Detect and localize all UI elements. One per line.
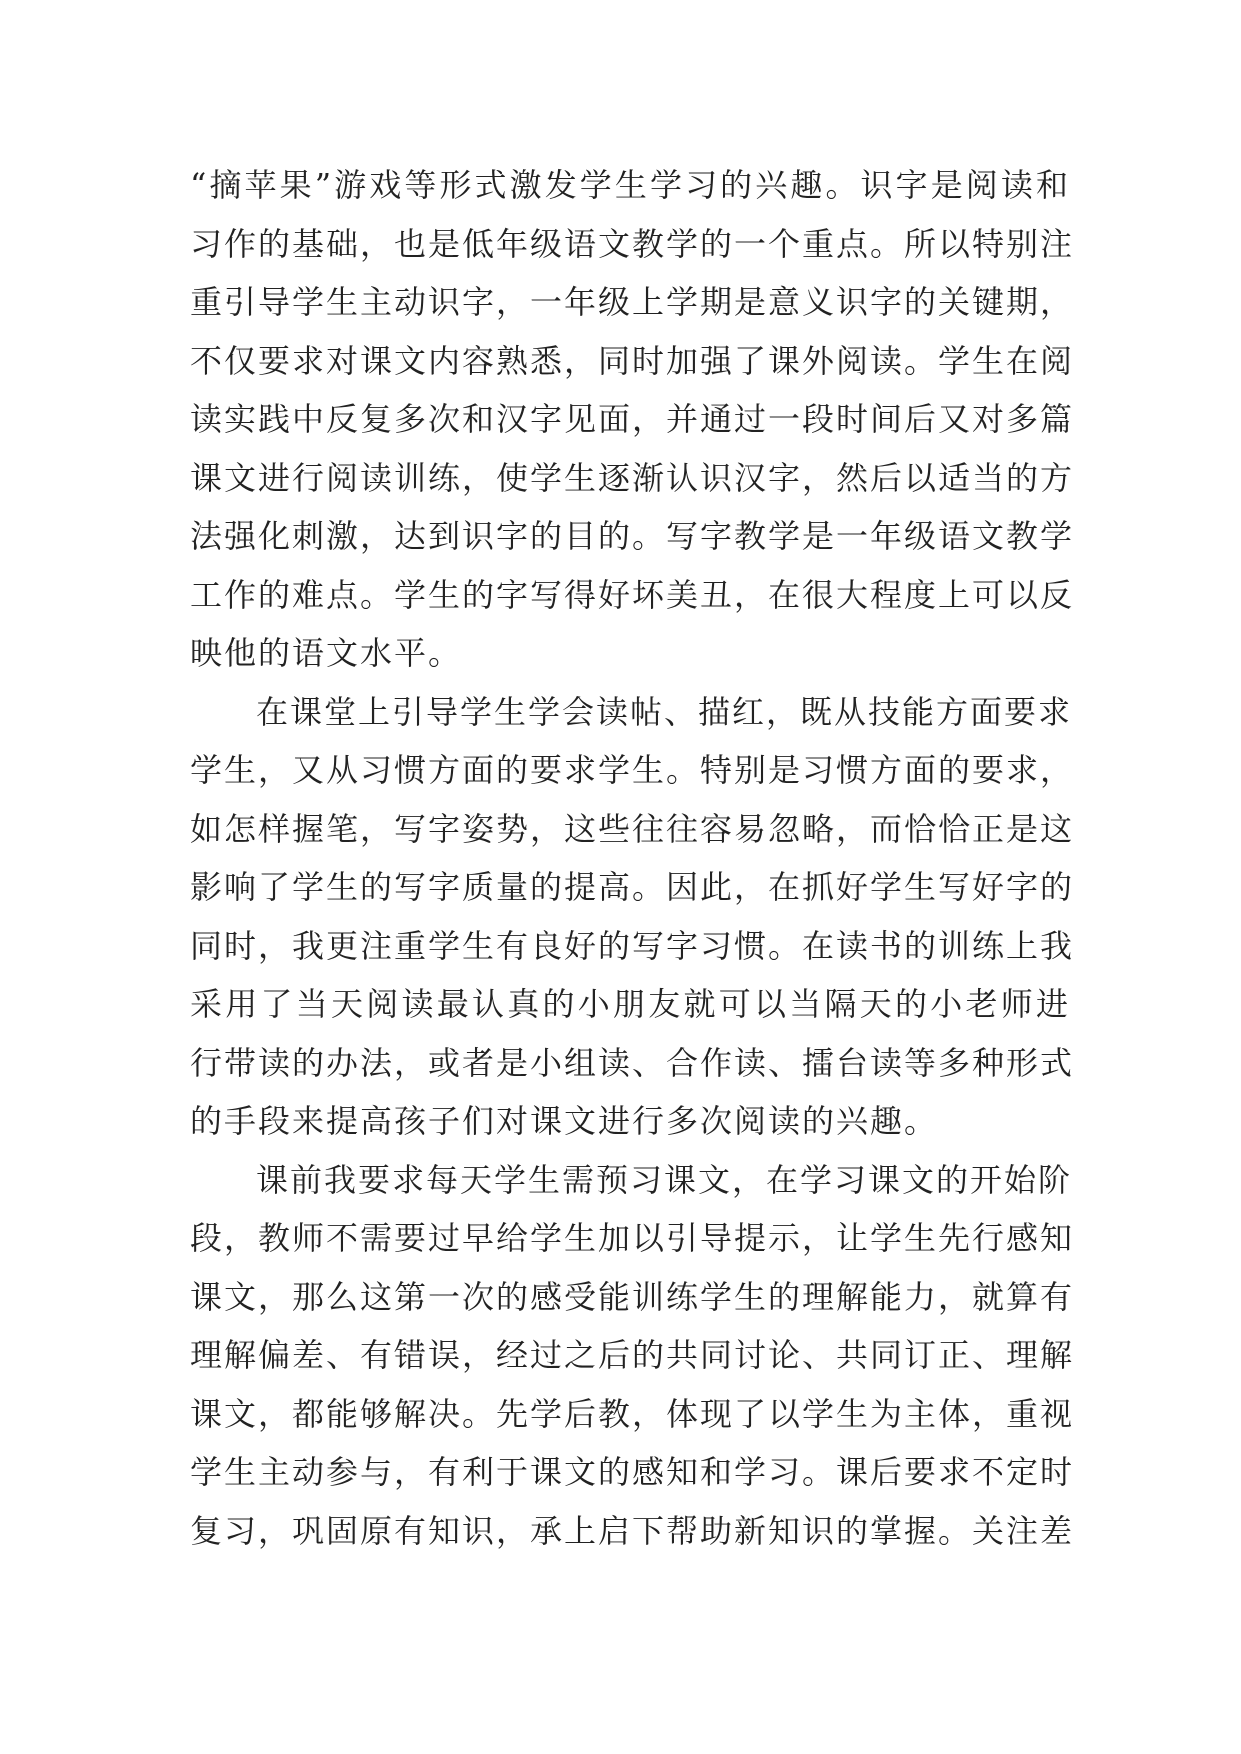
text-line: 法强化刺激，达到识字的目的。写字教学是一年级语文教学 bbox=[190, 517, 1075, 555]
text-line: 习作的基础，也是低年级语文教学的一个重点。所以特别注 bbox=[190, 224, 1075, 263]
text-line: 影响了学生的写字质量的提高。因此，在抓好学生写好字的 bbox=[190, 868, 1075, 906]
paragraph-3 bbox=[190, 1151, 1075, 1561]
text-line: 采用了当天阅读最认真的小朋友就可以当隔天的小老师进 bbox=[190, 985, 1070, 1023]
text-line: 的手段来提高孩子们对课文进行多次阅读的兴趣。 bbox=[190, 1102, 939, 1140]
text-line: 重引导学生主动识字，一年级上学期是意义识字的关键期， bbox=[190, 283, 1075, 321]
text-line: 同时，我更注重学生有良好的写字习惯。在读书的训练上我 bbox=[190, 926, 1075, 965]
text-line: 行带读的办法，或者是小组读、合作读、擂台读等多种形式 bbox=[190, 1043, 1075, 1082]
text-line: 课文，那么这第一次的感受能训练学生的理解能力，就算有 bbox=[190, 1277, 1075, 1316]
text-line: “摘苹果”游戏等形式激发学生学习的兴趣。识字是阅读和 bbox=[190, 166, 1070, 204]
paragraph-1 bbox=[190, 156, 1075, 683]
text-line: 课文，都能够解决。先学后教，体现了以学生为主体，重视 bbox=[190, 1394, 1075, 1433]
text-line: 复习，巩固原有知识，承上启下帮助新知识的掌握。关注差 bbox=[190, 1511, 1075, 1550]
text-line: 读实践中反复多次和汉字见面，并通过一段时间后又对多篇 bbox=[190, 400, 1075, 438]
text-line: 如怎样握笔，写字姿势，这些往往容易忽略，而恰恰正是这 bbox=[190, 809, 1075, 848]
paragraph-2 bbox=[190, 683, 1075, 1151]
text-line: 课文进行阅读训练，使学生逐渐认识汉字，然后以适当的方 bbox=[190, 458, 1075, 497]
text-line: 学生主动参与，有利于课文的感知和学习。课后要求不定时 bbox=[190, 1453, 1075, 1491]
body-text bbox=[190, 156, 1075, 1560]
text-line: 映他的语文水平。 bbox=[190, 634, 463, 672]
text-line: 段，教师不需要过早给学生加以引导提示，让学生先行感知 bbox=[190, 1219, 1075, 1257]
text-line: 课前我要求每天学生需预习课文，在学习课文的开始阶 bbox=[256, 1160, 1073, 1199]
text-line: 在课堂上引导学生学会读帖、描红，既从技能方面要求 bbox=[256, 692, 1073, 731]
text-line: 理解偏差、有错误，经过之后的共同讨论、共同订正、理解 bbox=[190, 1336, 1075, 1374]
text-line: 学生，又从习惯方面的要求学生。特别是习惯方面的要求， bbox=[190, 751, 1075, 789]
text-line: 工作的难点。学生的字写得好坏美丑，在很大程度上可以反 bbox=[190, 575, 1075, 614]
text-line: 不仅要求对课文内容熟悉，同时加强了课外阅读。学生在阅 bbox=[190, 341, 1075, 380]
